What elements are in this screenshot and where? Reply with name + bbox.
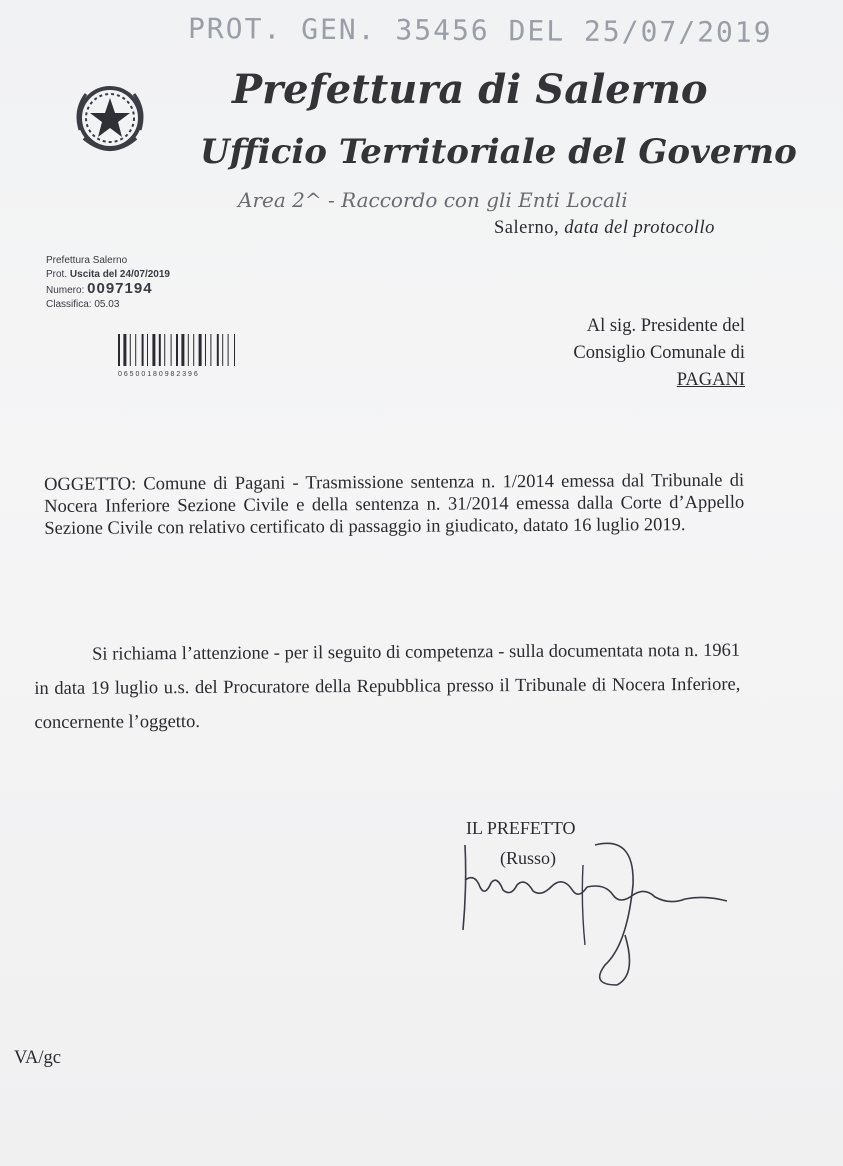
signature-name: (Russo): [500, 848, 557, 868]
protocol-stamp: [46, 254, 170, 312]
addressee-line1: Al sig. Presidente del: [586, 316, 745, 336]
body-paragraph: Si richiama l’attenzione - per il seguito di competenza - sulla documentata nota n. 1961 in data 19 luglio u.s. del Procuratore della Repubblica presso il Tribunale di Nocera Inferiore, concernente l’oggetto.: [34, 640, 741, 733]
footer-initials: VA/gc: [14, 1048, 61, 1068]
italian-republic-emblem-icon: [70, 80, 150, 162]
date-line: [494, 218, 715, 239]
signature-title: IL PREFETTO: [466, 818, 576, 838]
handwritten-signature: [455, 825, 735, 995]
date-text: data del protocollo: [564, 218, 715, 238]
stamp-office: Prefettura Salerno: [46, 255, 128, 266]
handwritten-protocol-note: PROT. GEN. 35456 DEL 25/07/2019: [187, 11, 773, 50]
addressee-line2: Consiglio Comunale di: [573, 343, 745, 363]
subject-paragraph: OGGETTO: Comune di Pagani - Trasmissione sentenza n. 1/2014 emessa dal Tribunale di Nocera Inferiore Sezione Civile e della sentenza n. 31/2014 emessa dalla Corte d’Appello Sezione Civile con relativo certificato di passaggio in giudicato, datato 16 luglio 2019.: [44, 470, 745, 539]
stamp-class: Classifica: 05.03: [46, 299, 120, 310]
protocol-barcode: [118, 334, 272, 378]
addressee-line3: PAGANI: [676, 370, 745, 390]
addressee-block: [573, 313, 745, 394]
date-city: Salerno,: [494, 218, 560, 238]
letterhead-area: Area 2^ - Raccordo con gli Enti Locali: [238, 188, 628, 212]
stamp-prot: Prot. Uscita del 24/07/2019: [46, 269, 170, 280]
letterhead-ufficio: Ufficio Territoriale del Governo: [200, 132, 797, 172]
stamp-number: Numero: 0097194: [46, 280, 153, 297]
letterhead-prefettura: Prefettura di Salerno: [232, 66, 708, 113]
barcode-digits: 0 6 5 0 0 1 8 0 9 8 2 3 9 6: [118, 371, 198, 378]
